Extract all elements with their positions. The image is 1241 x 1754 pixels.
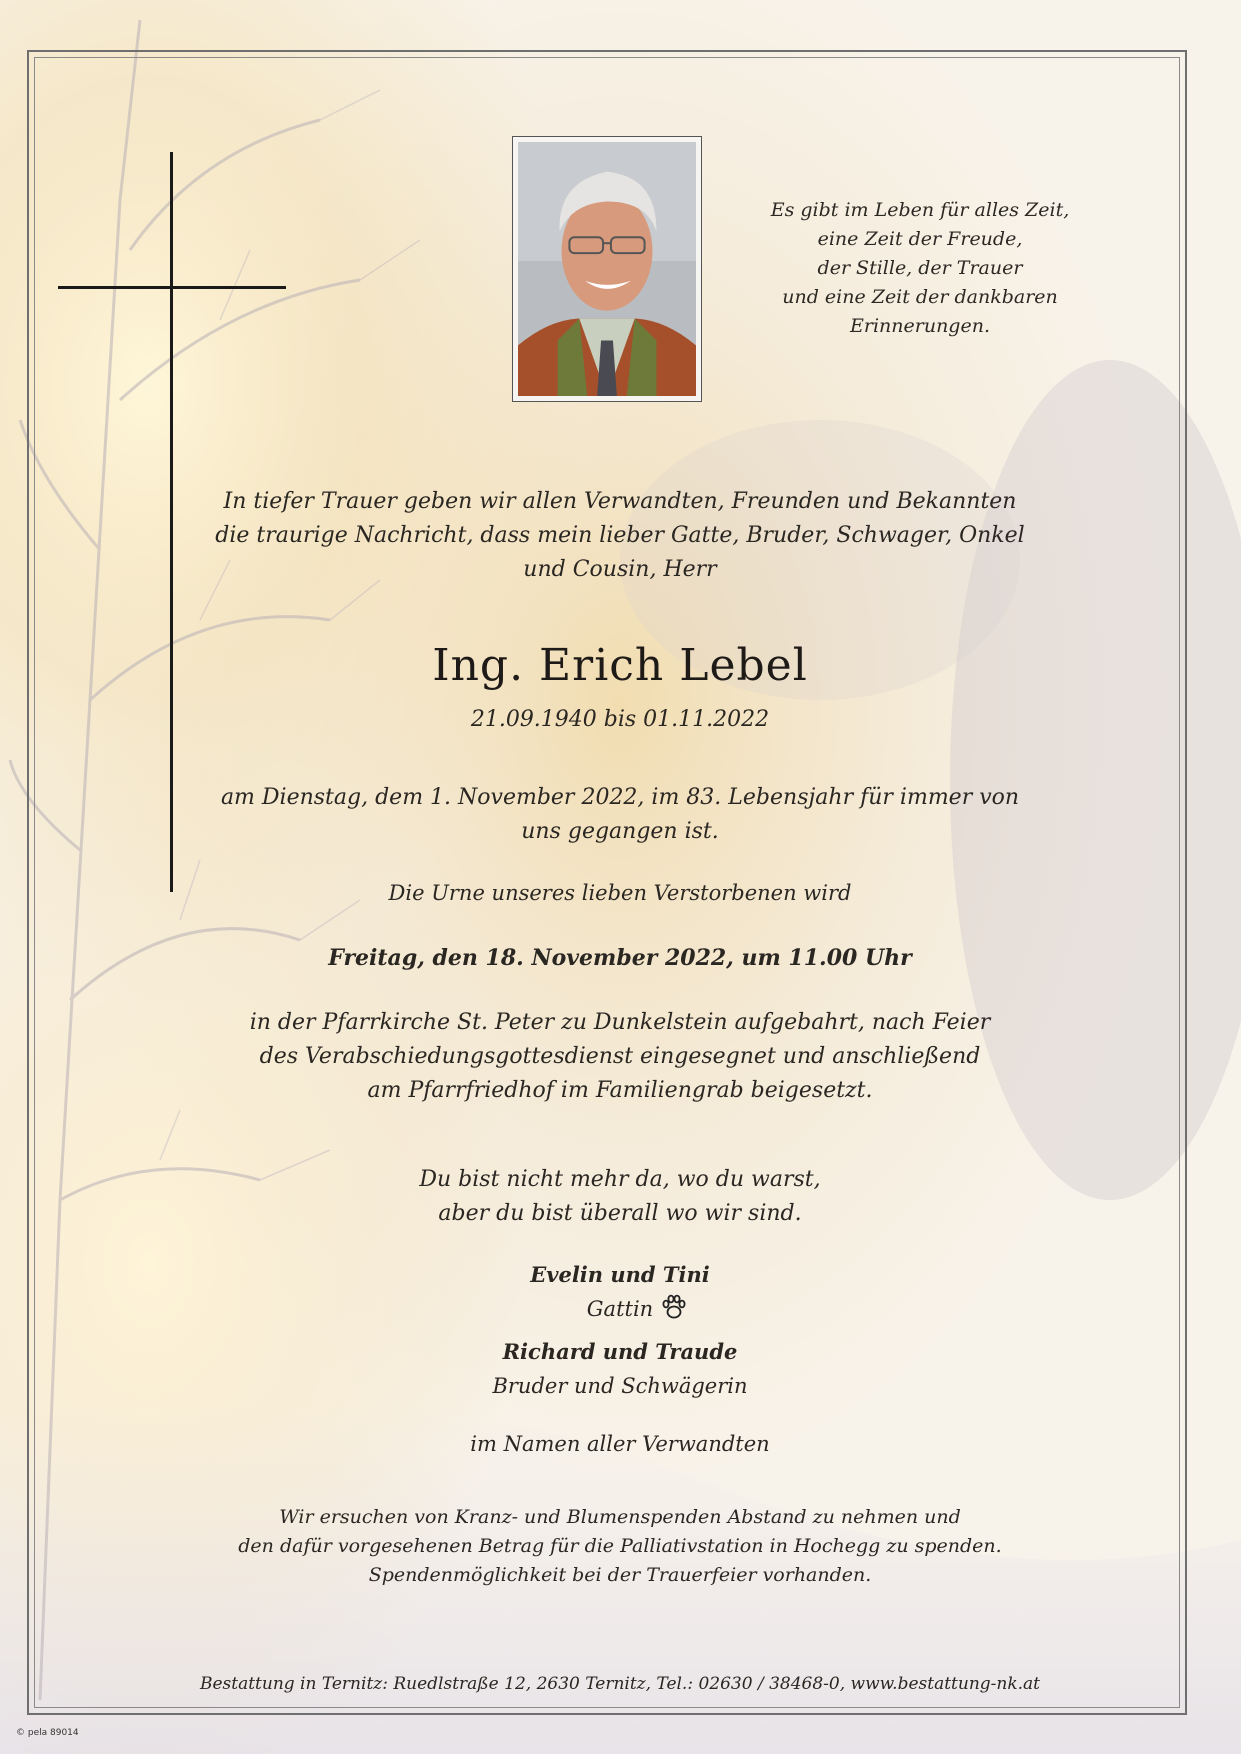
mourner-relation: Bruder und Schwägerin	[492, 1374, 748, 1398]
quote-verse	[740, 196, 1100, 341]
intro-line: und Cousin, Herr	[523, 557, 717, 582]
place-line: am Pfarrfriedhof im Familiengrab beigesetzt.	[367, 1078, 873, 1103]
donation-line: Wir ersuchen von Kranz- und Blumenspenden Abstand zu nehmen und	[279, 1506, 961, 1528]
deceased-name: Ing. Erich Lebel	[432, 640, 808, 691]
paw-print-icon	[660, 1293, 688, 1321]
donation-line: Spendenmöglichkeit bei der Trauerfeier vorhanden.	[368, 1564, 872, 1586]
intro-line: In tiefer Trauer geben wir allen Verwandten, Freunden und Bekannten	[223, 489, 1017, 514]
passing-line: uns gegangen ist.	[521, 819, 719, 844]
cross-icon-bar	[58, 286, 286, 289]
quote-line: Erinnerungen.	[850, 315, 990, 337]
passing-text	[160, 781, 1080, 849]
mourner-name: Evelin und Tini	[530, 1262, 710, 1287]
intro-line: die traurige Nachricht, dass mein lieber Gatte, Bruder, Schwager, Onkel	[215, 523, 1025, 548]
memorial-verse	[160, 1163, 1080, 1231]
life-dates: 21.09.1940 bis 01.11.2022	[470, 707, 770, 732]
quote-line: der Stille, der Trauer	[817, 257, 1023, 279]
funeral-home-footer: Bestattung in Ternitz: Ruedlstraße 12, 2630 Ternitz, Tel.: 02630 / 38468-0, www.bestattung-nk.at	[199, 1674, 1041, 1694]
verse-line: Du bist nicht mehr da, wo du warst,	[419, 1167, 821, 1192]
quote-line: und eine Zeit der dankbaren	[782, 286, 1058, 308]
verse-line: aber du bist überall wo wir sind.	[438, 1201, 802, 1226]
print-mark: © pela 89014	[16, 1728, 79, 1738]
announcement-intro	[160, 485, 1080, 587]
closing-text: im Namen aller Verwandten	[470, 1432, 770, 1456]
portrait-photo	[512, 136, 702, 402]
urn-text: Die Urne unseres lieben Verstorbenen wird	[388, 881, 852, 905]
mourner-relation: Gattin	[586, 1297, 654, 1321]
mourner-name: Richard und Traude	[502, 1339, 738, 1364]
place-line: in der Pfarrkirche St. Peter zu Dunkelstein aufgebahrt, nach Feier	[249, 1010, 991, 1035]
quote-line: eine Zeit der Freude,	[817, 228, 1023, 250]
ceremony-place	[160, 1006, 1080, 1108]
place-line: des Verabschiedungsgottesdienst eingesegnet und anschließend	[259, 1044, 981, 1069]
donation-line: den dafür vorgesehenen Betrag für die Palliativstation in Hochegg zu spenden.	[238, 1535, 1002, 1557]
quote-line: Es gibt im Leben für alles Zeit,	[770, 199, 1070, 221]
ceremony-time: Freitag, den 18. November 2022, um 11.00 Uhr	[328, 945, 912, 971]
donation-request	[160, 1503, 1080, 1590]
passing-line: am Dienstag, dem 1. November 2022, im 83. Lebensjahr für immer von	[220, 785, 1020, 810]
